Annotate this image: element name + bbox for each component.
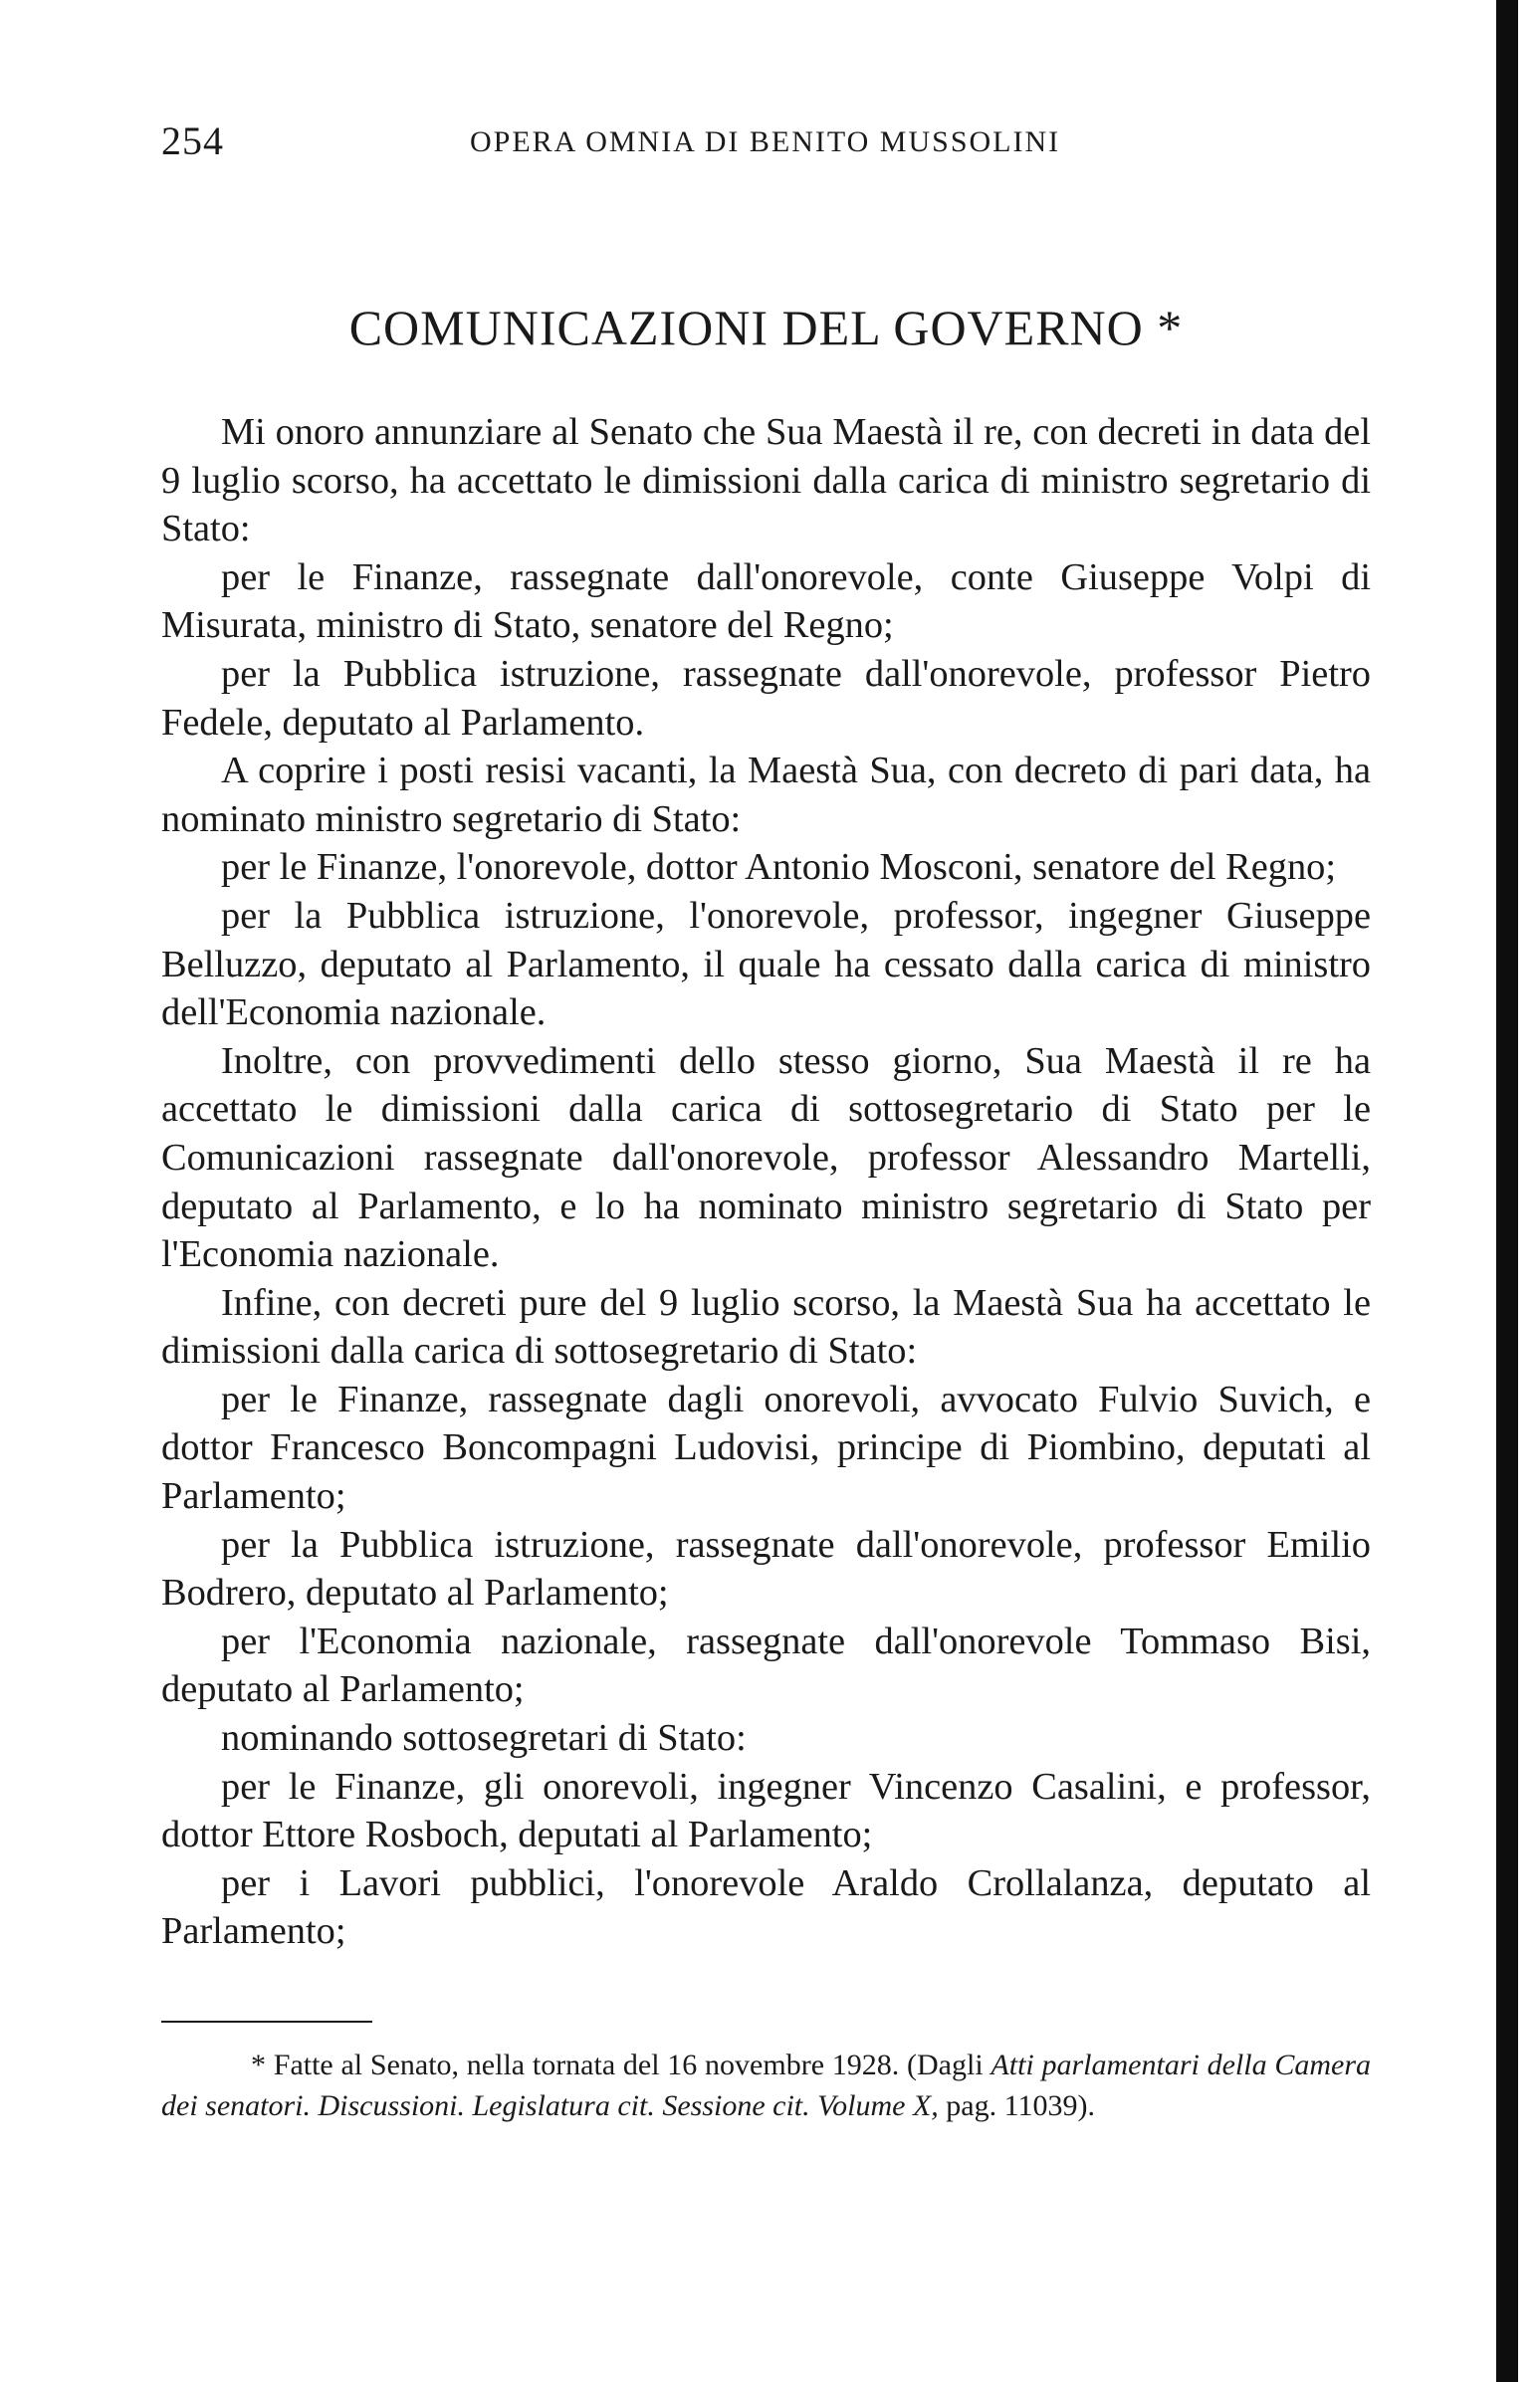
body-text (161, 408, 1371, 1956)
paragraph: Inoltre, con provvedimenti dello stesso giorno, Sua Maestà il re ha accettato le dimissioni dalla carica di sottosegretario di Stato per le Comunicazioni rassegnate dall'onorevole, professor Alessandro Martelli, deputato al Parlamento, e lo ha nominato ministro segretario di Stato per l'Economia nazionale. (161, 1039, 1371, 1276)
paragraph: per la Pubblica istruzione, rassegnate dall'onorevole, professor Emilio Bodrero, deputato al Parlamento; (161, 1523, 1371, 1615)
footnote-tail: pag. 11039). (938, 2088, 1095, 2122)
footnote-text (161, 2046, 1371, 2126)
page-header (161, 117, 1371, 177)
footnote-rule (161, 2021, 372, 2023)
paragraph: A coprire i posti resisi vacanti, la Maestà Sua, con decreto di pari data, ha nominato ministro segretario di Stato: (161, 750, 1371, 840)
section-title: COMUNICAZIONI DEL GOVERNO * (348, 300, 1184, 355)
footnote-source: Atti parlamentari della Camera dei senatori. Discussioni. Legislatura cit. Sessione cit. Volume X, (161, 2049, 1371, 2122)
running-head: OPERA OMNIA DI BENITO MUSSOLINI (470, 125, 1061, 158)
paragraph: per la Pubblica istruzione, l'onorevole, professor, ingegner Giuseppe Belluzzo, deputato al Parlamento, il quale ha cessato dalla carica di ministro dell'Economia nazionale. (161, 894, 1371, 1034)
paragraph: per l'Economia nazionale, rassegnate dall'onorevole Tommaso Bisi, deputato al Parlamento; (161, 1620, 1371, 1711)
paragraph: per le Finanze, rassegnate dall'onorevole, conte Giuseppe Volpi di Misurata, ministro di Stato, senatore del Regno; (161, 555, 1371, 647)
paragraph: Infine, con decreti pure del 9 luglio scorso, la Maestà Sua ha accettato le dimissioni dalla carica di sottosegretario di Stato: (161, 1281, 1371, 1373)
paragraph: per le Finanze, rassegnate dagli onorevoli, avvocato Fulvio Suvich, e dottor Francesco Boncompagni Ludovisi, principe di Piombino, deputati al Parlamento; (161, 1378, 1371, 1518)
footnote-lead: * Fatte al Senato, nella tornata del 16 novembre 1928. (Dagli (251, 2049, 991, 2081)
paragraph: per la Pubblica istruzione, rassegnate dall'onorevole, professor Pietro Fedele, deputato al Parlamento. (161, 652, 1371, 744)
paragraph: Mi onoro annunziare al Senato che Sua Maestà il re, con decreti in data del 9 luglio scorso, ha accettato le dimissioni dalla carica di ministro segretario di Stato: (161, 411, 1371, 550)
paragraph: per le Finanze, l'onorevole, dottor Antonio Mosconi, senatore del Regno; (221, 846, 1337, 889)
scan-edge-bar (1496, 0, 1518, 2382)
page-number: 254 (161, 118, 224, 163)
footnote (161, 2046, 1371, 2126)
paragraph: per le Finanze, gli onorevoli, ingegner Vincenzo Casalini, e professor, dottor Ettore Rosboch, deputati al Parlamento; (161, 1765, 1371, 1856)
paragraph: nominando sottosegretari di Stato: (221, 1717, 747, 1760)
paragraph: per i Lavori pubblici, l'onorevole Araldo Crollalanza, deputato al Parlamento; (161, 1861, 1371, 1953)
